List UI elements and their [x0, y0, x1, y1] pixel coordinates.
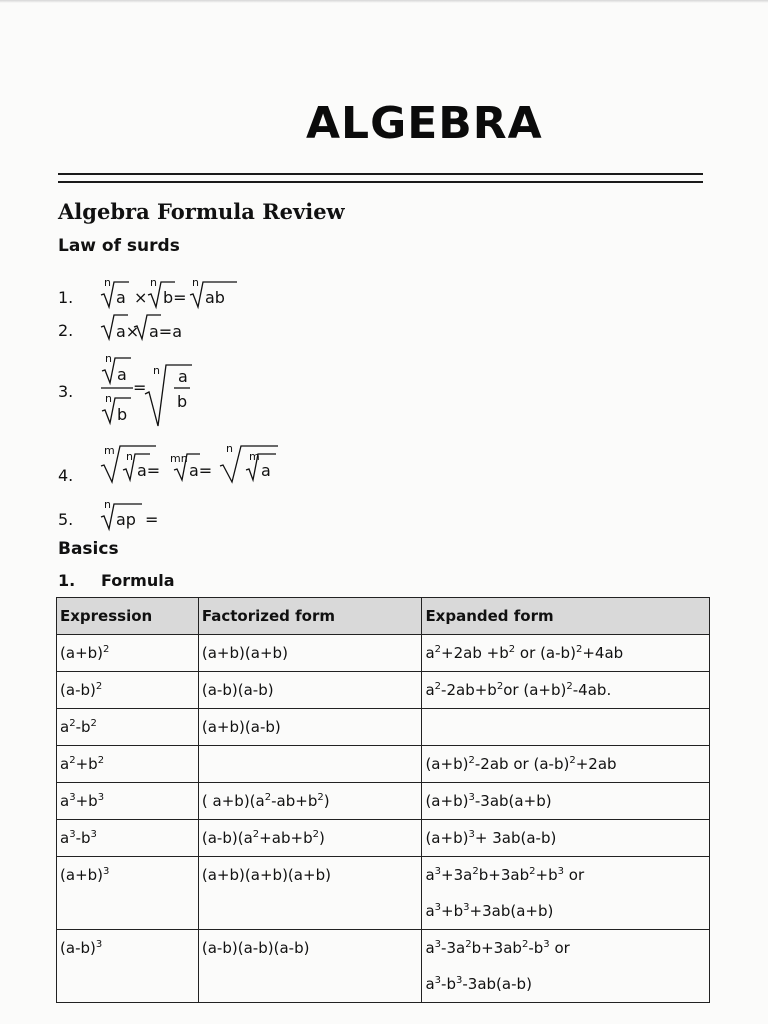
cell-line: $(a+b)^3-3ab(a+b)$ [425, 792, 552, 810]
factorized-cell [198, 709, 422, 746]
svg-text:a: a [117, 365, 127, 384]
factorized-cell [198, 635, 422, 672]
expression-cell [57, 746, 199, 783]
column-header: Expression [57, 598, 199, 635]
expanded-cell [422, 635, 710, 672]
basics-heading: Basics [58, 539, 119, 559]
cell-line: (a+b)(a+b)(a+b) [201, 866, 331, 884]
svg-text:n: n [192, 276, 199, 289]
svg-text:=: = [145, 510, 159, 529]
svg-text:n: n [226, 442, 233, 455]
expression-cell [57, 709, 199, 746]
cell-line: $a^3-b^3-3ab(a-b)$ [425, 975, 532, 993]
table-row [57, 709, 710, 746]
svg-text:n: n [105, 352, 112, 365]
svg-text:×: × [134, 288, 148, 307]
svg-text:b: b [117, 405, 128, 424]
cell-line: $a^2-b^2$ [60, 718, 97, 736]
cell-line: (a-b)(a-b)(a-b) [201, 939, 310, 957]
expanded-cell [422, 746, 710, 783]
cell-line: $(a+b)^2$ [60, 644, 110, 662]
cell-line: $(a-b)(a^2+ab+b^2)$ [201, 829, 325, 847]
svg-text:n: n [126, 450, 133, 463]
surd-item-number: 1. [58, 288, 74, 307]
expanded-cell [422, 820, 710, 857]
factorized-cell [198, 930, 422, 1003]
page-top-edge [0, 0, 768, 3]
surds-heading: Law of surds [58, 236, 180, 256]
svg-text:a: a [116, 288, 126, 307]
title-rule-bottom [58, 181, 703, 183]
svg-text:=: = [133, 378, 147, 397]
svg-text:a=: a= [189, 461, 213, 480]
cell-line: (a-b)(a-b) [201, 681, 274, 699]
table-row [57, 635, 710, 672]
factorized-cell [198, 672, 422, 709]
cell-line: $a^2+2ab +b^2$ or $(a-b)^2+4ab$ [425, 644, 624, 662]
svg-text:n: n [153, 364, 160, 377]
cell-line: $(a+b)^3+ 3ab(a-b)$ [425, 829, 557, 847]
table-row [57, 857, 710, 930]
svg-text:m: m [249, 450, 260, 463]
svg-text:b: b [177, 392, 188, 411]
cell-line: $a^3+b^3$ [60, 792, 105, 810]
factorized-cell [198, 746, 422, 783]
table-row [57, 746, 710, 783]
factorized-cell [198, 820, 422, 857]
expanded-cell [422, 709, 710, 746]
svg-text:ab: ab [205, 288, 225, 307]
svg-text:a=: a= [137, 461, 161, 480]
table-row [57, 783, 710, 820]
table-row [57, 820, 710, 857]
cell-line: (a+b)(a+b) [201, 644, 288, 662]
svg-text:mn: mn [170, 452, 188, 465]
cell-line: $(a+b)^2-2ab$ or $(a-b)^2+2ab$ [425, 755, 617, 773]
svg-text:a=a: a=a [149, 322, 183, 341]
surd-item-number: 4. [58, 466, 74, 485]
table-row [57, 672, 710, 709]
surd-item-number: 3. [58, 382, 74, 401]
expression-cell [57, 672, 199, 709]
cell-line: $a^3+b^3+3ab(a+b)$ [425, 902, 554, 920]
expanded-cell [422, 783, 710, 820]
cell-line: $a^3-3a^2b+3ab^2-b^3$ or [425, 939, 570, 957]
svg-text:a: a [178, 367, 188, 386]
svg-text:b=: b= [163, 288, 187, 307]
formula-heading: Formula [101, 571, 175, 590]
cell-line: $(a-b)^2$ [60, 681, 103, 699]
expanded-cell [422, 857, 710, 930]
column-header: Expanded form [422, 598, 710, 635]
svg-text:a: a [261, 461, 271, 480]
surd-item-number: 5. [58, 510, 74, 529]
svg-text:a×: a× [116, 322, 140, 341]
cell-line: (a+b)(a-b) [201, 718, 281, 736]
expression-cell [57, 930, 199, 1003]
table-body [57, 635, 710, 1003]
table-row [57, 930, 710, 1003]
page-title: ALGEBRA [306, 98, 543, 149]
expression-cell [57, 820, 199, 857]
column-header: Factorized form [198, 598, 422, 635]
surd-formula-4 [100, 440, 290, 492]
section-title: Algebra Formula Review [58, 199, 345, 224]
svg-text:n: n [105, 392, 112, 405]
expression-cell [57, 783, 199, 820]
title-rule-top [58, 173, 703, 175]
factorized-cell [198, 783, 422, 820]
surd-formula-1 [100, 276, 250, 314]
cell-line: $a^3-b^3$ [60, 829, 97, 847]
cell-line: $(a+b)^3$ [60, 866, 110, 884]
formula-number: 1. [58, 571, 76, 590]
surd-item-number: 2. [58, 321, 74, 340]
expression-cell [57, 857, 199, 930]
surd-formula-5 [100, 498, 180, 536]
table-header-row [57, 598, 710, 635]
svg-text:ap: ap [116, 510, 136, 529]
expression-cell [57, 635, 199, 672]
surd-formula-2 [100, 311, 210, 347]
cell-line: $a^2+b^2$ [60, 755, 105, 773]
svg-text:m: m [104, 444, 115, 457]
cell-line: ( $a+b)(a^2-ab+b^2)$ [201, 792, 330, 810]
svg-text:n: n [104, 498, 111, 511]
svg-text:n: n [104, 276, 111, 289]
svg-text:n: n [150, 276, 157, 289]
surd-formula-3 [100, 350, 200, 434]
cell-line: $(a-b)^3$ [60, 939, 103, 957]
cell-line: $a^3+3a^2b+3ab^2+b^3$ or [425, 866, 585, 884]
formula-table [56, 597, 710, 1003]
cell-line: $a^2-2ab+b^2or$ $(a+b)^2-4ab$. [425, 681, 612, 699]
factorized-cell [198, 857, 422, 930]
expanded-cell [422, 930, 710, 1003]
expanded-cell [422, 672, 710, 709]
